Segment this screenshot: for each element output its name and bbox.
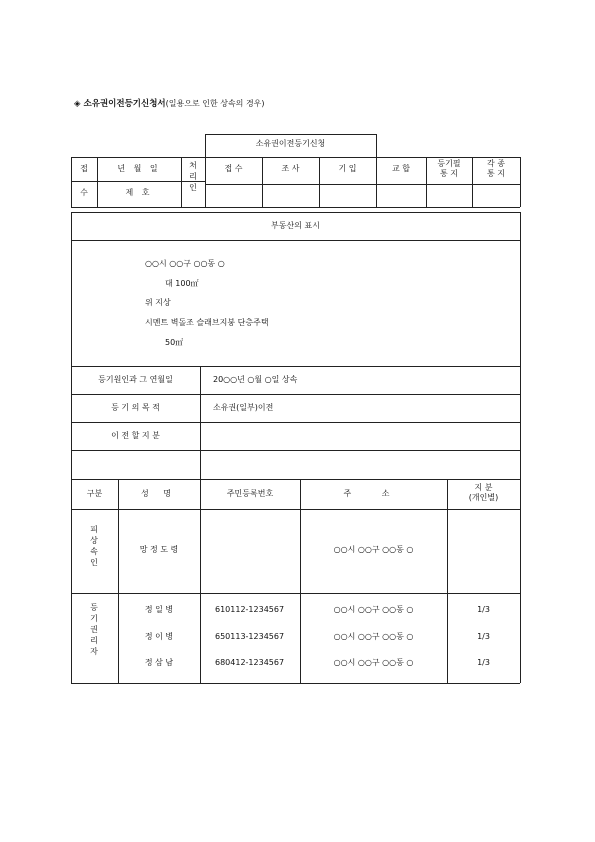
holder-share: 1/3: [477, 605, 490, 614]
cause-label: 등기원인과 그 연월일: [98, 375, 173, 384]
receipt-h1: 접 수: [224, 164, 243, 173]
form-title: [74, 99, 265, 109]
holder-address: ○○시 ○○구 ○○동 ○: [333, 632, 414, 641]
holder-name: 정 일 병: [144, 605, 174, 614]
holder-name: 정 이 병: [144, 632, 174, 641]
holder-address: ○○시 ○○구 ○○동 ○: [333, 605, 414, 614]
title-sub: (일용으로 인한 상속의 경우): [165, 99, 265, 108]
property-line-4: 시멘트 벽돌조 슬래브지붕 단층주택: [145, 318, 269, 327]
persons-header-type: 구분: [86, 489, 103, 498]
persons-header-name: 성 명: [141, 489, 177, 498]
receipt-header: 소유권이전등기신청: [255, 139, 326, 148]
property-line-1: ○○시 ○○구 ○○동 ○: [145, 259, 225, 268]
holder-share: 1/3: [477, 658, 490, 667]
receipt-h3: 기 입: [338, 164, 357, 173]
receipt-date-label: 년 월 일: [117, 164, 161, 173]
persons-header-id: 주민등록번호: [226, 489, 274, 498]
purpose-label: 등 기 의 목 적: [111, 403, 160, 412]
receipt-jeop: 접: [80, 164, 88, 173]
title-main: 소유권이전등기신청서: [83, 99, 166, 109]
cause-value: 20○○년 ○월 ○일 상속: [213, 375, 298, 384]
holder-id: 650113-1234567: [215, 632, 285, 641]
deceased-label: 피상속인: [90, 525, 98, 567]
deceased-name: 망 정 도 령: [139, 545, 179, 554]
receipt-h4: 교 합: [392, 164, 410, 173]
receipt-h2: 조 사: [281, 164, 300, 173]
receipt-cheori: 처리인: [189, 161, 197, 192]
property-line-5: 50㎡: [165, 338, 184, 347]
property-line-3: 위 지상: [145, 298, 171, 307]
holder-name: 정 삼 남: [144, 658, 174, 667]
holder-address: ○○시 ○○구 ○○동 ○: [333, 658, 414, 667]
property-line-2: 대 100㎡: [165, 279, 199, 288]
receipt-h5: 등기필 통 지: [437, 159, 461, 178]
deceased-address: ○○시 ○○구 ○○동 ○: [333, 545, 414, 554]
transfer-label: 이 전 할 지 분: [111, 431, 160, 440]
persons-header-address: 주 소: [343, 489, 404, 498]
receipt-su: 수: [80, 188, 88, 197]
receipt-no-label: 제 호: [125, 188, 153, 197]
holders-label: 등기권리자: [90, 603, 98, 656]
holder-share: 1/3: [477, 632, 490, 641]
holder-id: 680412-1234567: [215, 658, 285, 667]
purpose-value: 소유권(일부)이전: [213, 403, 274, 412]
property-header: 부동산의 표시: [271, 221, 320, 230]
diamond-icon: ◈: [74, 99, 81, 109]
holder-id: 610112-1234567: [215, 605, 285, 614]
receipt-h6: 각 종 통 지: [487, 159, 505, 178]
persons-header-share: 지 분 (개인별): [468, 483, 499, 502]
